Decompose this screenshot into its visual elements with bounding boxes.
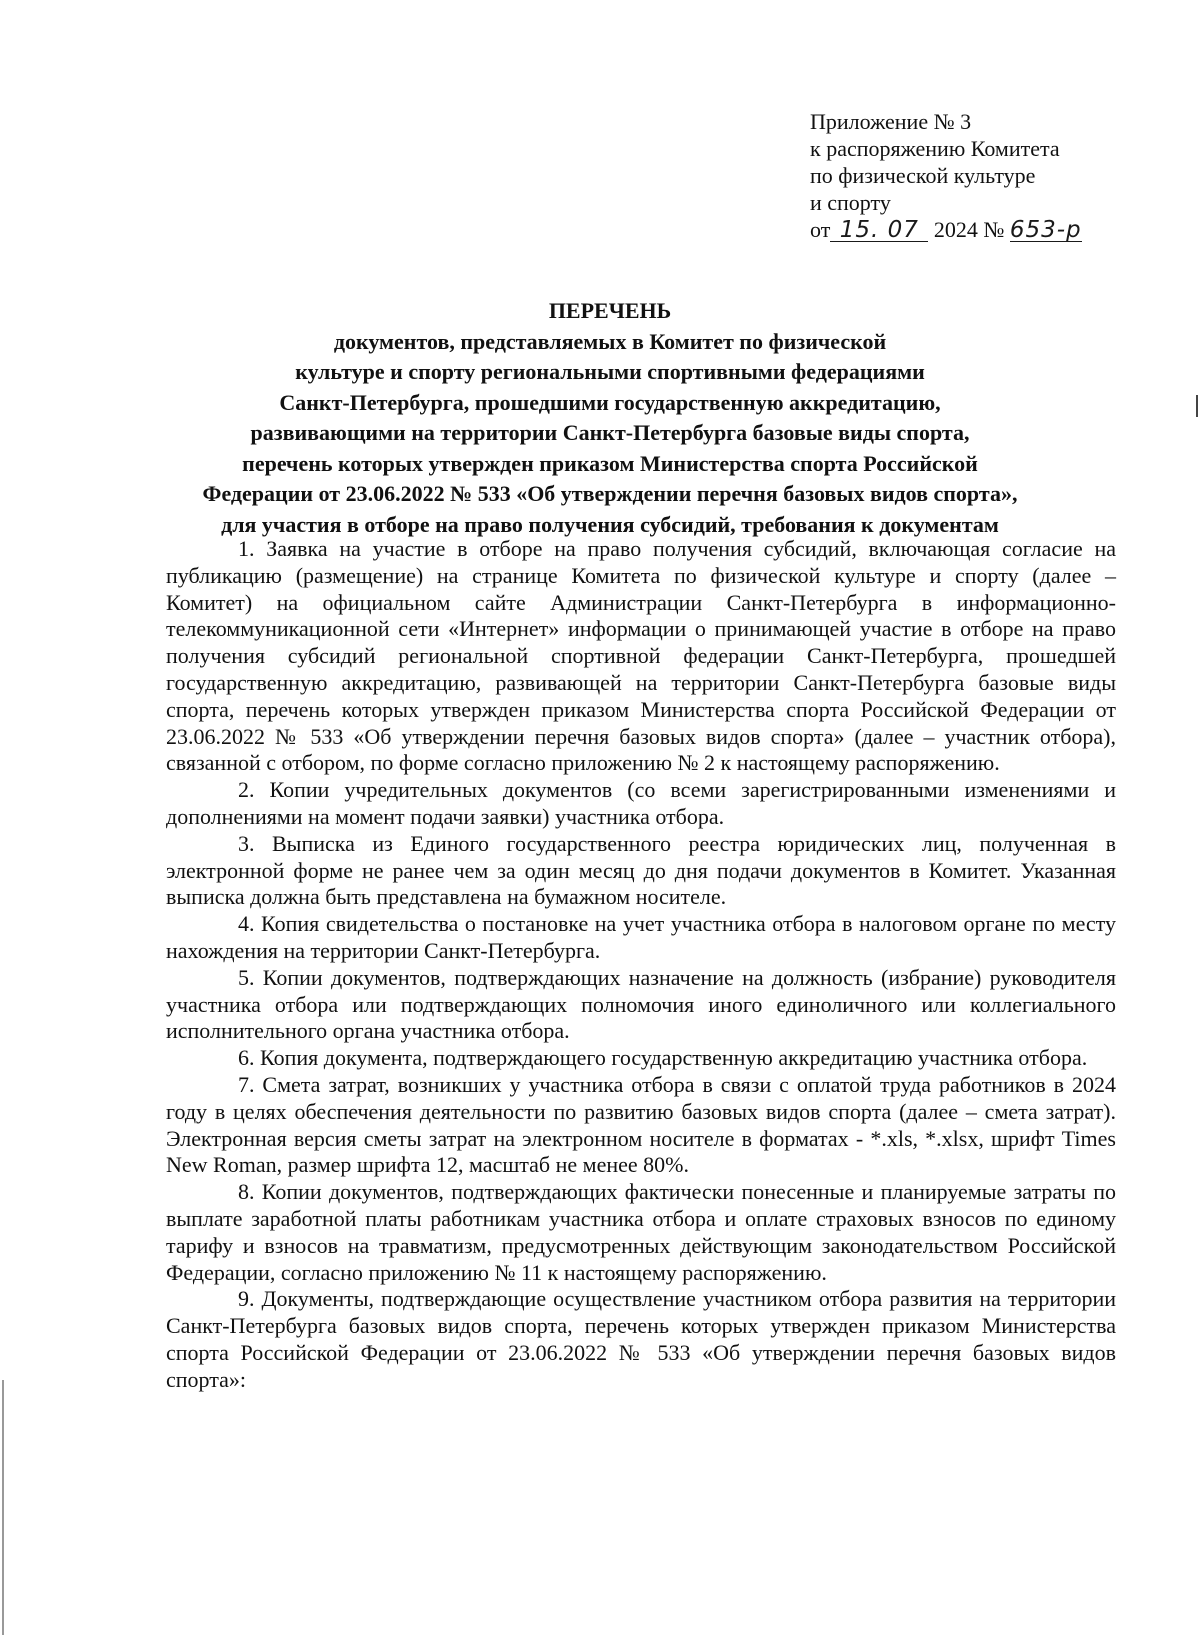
scan-edge-mark (1196, 395, 1198, 417)
list-item: 3. Выписка из Единого государственного реестра юридических лиц, полученная в электронной форме не ранее чем за один месяц до дня подачи документов в Комитет. Указанная выписка должна быть представлена на бумажном носителе. (166, 830, 1116, 910)
appendix-date-line (810, 216, 1180, 243)
title-line-7: для участия в отборе на право получения субсидий, требования к документам (221, 511, 999, 537)
list-item: 5. Копии документов, подтверждающих назначение на должность (избрание) руководителя участника отбора или подтверждающих полномочия иного единоличного или коллегиального исполнительного органа участника отбора. (166, 964, 1116, 1044)
appendix-header (810, 108, 1180, 243)
title-heading: ПЕРЕЧЕНЬ (548, 298, 672, 323)
title-line-4: развивающими на территории Санкт-Петербурга базовые виды спорта, (250, 420, 970, 445)
handwritten-date: 15. 07 (830, 219, 928, 242)
list-item: 7. Смета затрат, возникших у участника отбора в связи с оплатой труда работников в 2024 году в целях обеспечения деятельности по развитию базовых видов спорта (далее – смета затрат). Электронная версия сметы затрат на электронном носителе в форматах - *.xls, *.xlsx, шрифт Times New Roman, размер шрифта 12, масштаб не менее 80%. (166, 1071, 1116, 1178)
date-prefix: от (810, 217, 831, 242)
list-item: 9. Документы, подтверждающие осуществление участником отбора развития на территории Санкт-Петербурга базовых видов спорта, перечень которых утвержден приказом Министерства спорта Российской Федерации от 23.06.2022 № 533 «Об утверждении перечня базовых видов спорта»: (166, 1286, 1116, 1392)
appendix-line-2: к распоряжению Комитета (810, 136, 1060, 161)
list-item: 1. Заявка на участие в отборе на право получения субсидий, включающая согласие на публикацию (размещение) на странице Комитета по физической культуре и спорту (далее – Комитет) на официальном сайте Администрации Санкт-Петербурга в информационно-телекоммуникационной сети «Интернет» информации о принимающей участие в отборе на право получения субсидий региональной спортивной федерации Санкт-Петербурга, прошедшей государственную аккредитацию, развивающей на территории Санкт-Петербурга базовые виды спорта, перечень которых утвержден приказом Министерства спорта Российской Федерации от 23.06.2022 № 533 «Об утверждении перечня базовых видов спорта» (далее – участник отбора), связанной с отбором, по форме согласно приложению № 2 к настоящему распоряжению. (166, 536, 1116, 776)
year-number-label: 2024 № (933, 217, 1005, 242)
title-line-5: перечень которых утвержден приказом Министерства спорта Российской (242, 450, 978, 476)
list-item: 8. Копии документов, подтверждающих фактически понесенные и планируемые затраты по выплате заработной платы работникам участника отбора и оплате страховых взносов по единому тарифу и взносов на травматизм, предусмотренных действующим законодательством Российской Федерации, согласно приложению № 11 к настоящему распоряжению. (166, 1179, 1116, 1285)
list-item: 4. Копия свидетельства о постановке на учет участника отбора в налоговом органе по месту нахождения на территории Санкт-Петербурга. (166, 911, 1116, 963)
title-line-1: документов, представляемых в Комитет по физической (333, 328, 887, 354)
title-line-2: культуре и спорту региональными спортивными федерациями (295, 359, 925, 384)
document-body (166, 536, 1116, 1394)
appendix-line-1: Приложение № 3 (810, 109, 972, 134)
document-title (160, 296, 1060, 540)
appendix-line-4: и спорту (810, 190, 891, 215)
title-line-3: Санкт-Петербурга, прошедшими государственную аккредитацию, (279, 389, 941, 415)
list-item: 6. Копия документа, подтверждающего государственную аккредитацию участника отбора. (238, 1045, 1088, 1071)
list-item: 2. Копии учредительных документов (со всеми зарегистрированными изменениями и дополнениями на момент подачи заявки) участника отбора. (166, 777, 1116, 829)
title-line-6: Федерации от 23.06.2022 № 533 «Об утверждении перечня базовых видов спорта», (202, 481, 1018, 506)
scan-edge-mark (2, 1380, 4, 1635)
handwritten-number: 653-р (1009, 217, 1082, 243)
appendix-line-3: по физической культуре (810, 163, 1036, 188)
